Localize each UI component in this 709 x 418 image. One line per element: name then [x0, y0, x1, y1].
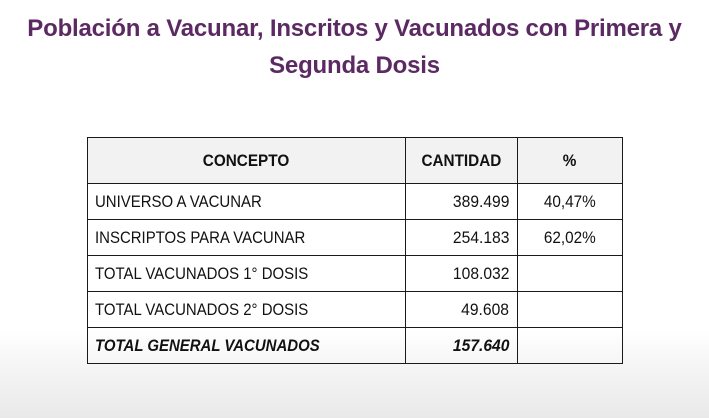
table-total-row	[88, 328, 623, 364]
row-concepto: TOTAL VACUNADOS 1° DOSIS	[88, 256, 406, 292]
row-cantidad: 108.032	[406, 256, 518, 292]
row-porcentaje	[518, 256, 623, 292]
table-header-row	[88, 138, 623, 184]
row-cantidad: 49.608	[406, 292, 518, 328]
row-porcentaje: 40,47%	[518, 184, 623, 220]
page-title	[0, 10, 709, 84]
vaccination-table	[87, 137, 623, 364]
page-title-line-1: Población a Vacunar, Inscritos y Vacunados con Primera y	[27, 15, 682, 42]
page-title-line-2: Segunda Dosis	[269, 52, 440, 79]
header-concepto: CONCEPTO	[88, 138, 406, 184]
header-porcentaje: %	[518, 138, 623, 184]
total-concepto: TOTAL GENERAL VACUNADOS	[88, 328, 406, 364]
table-row	[88, 292, 623, 328]
row-cantidad: 254.183	[406, 220, 518, 256]
table-row	[88, 256, 623, 292]
row-concepto: TOTAL VACUNADOS 2° DOSIS	[88, 292, 406, 328]
row-concepto: INSCRIPTOS PARA VACUNAR	[88, 220, 406, 256]
total-cantidad: 157.640	[406, 328, 518, 364]
row-porcentaje: 62,02%	[518, 220, 623, 256]
table-row	[88, 220, 623, 256]
vaccination-table-container	[87, 137, 623, 364]
table-row	[88, 184, 623, 220]
row-porcentaje	[518, 292, 623, 328]
total-porcentaje	[518, 328, 623, 364]
row-cantidad: 389.499	[406, 184, 518, 220]
header-cantidad: CANTIDAD	[406, 138, 518, 184]
row-concepto: UNIVERSO A VACUNAR	[88, 184, 406, 220]
